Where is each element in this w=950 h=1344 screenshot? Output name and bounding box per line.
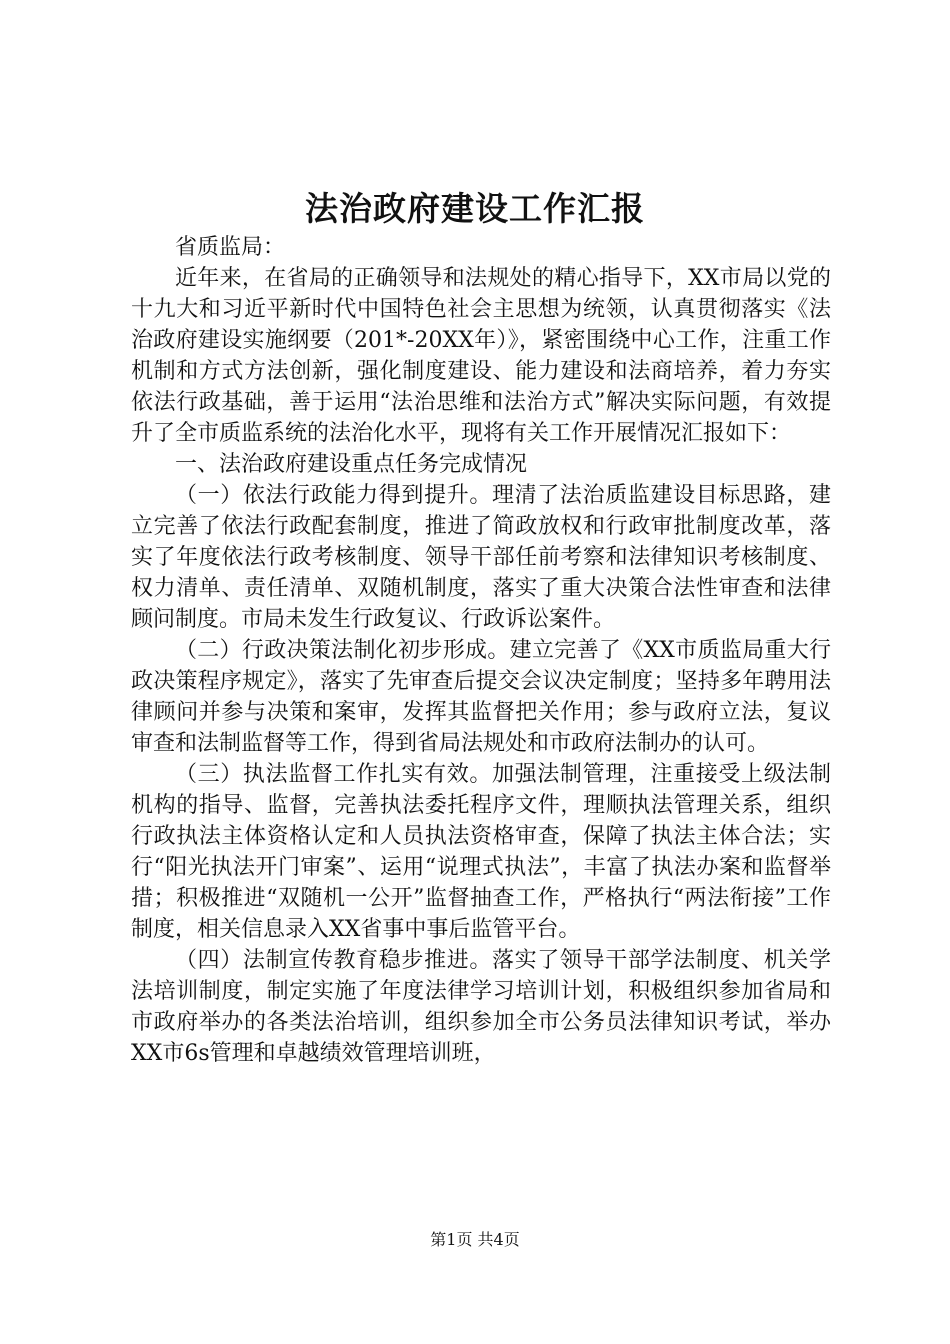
page-footer: 第1页 共4页 <box>430 1230 520 1249</box>
salutation: 省质监局： <box>175 235 286 260</box>
section-heading-1: 一、法治政府建设重点任务完成情况 <box>175 452 528 477</box>
document-body <box>131 232 831 1069</box>
paragraph-item-4: （四）法制宣传教育稳步推进。落实了领导干部学法制度、机关学法培训制度，制定实施了年度法律学习培训计划，积极组织参加省局和市政府举办的各类法治培训，组织参加全市公务员法律知识考试，举办XX市6s管理和卓越绩效管理培训班， <box>131 948 831 1066</box>
paragraph-intro: 近年来，在省局的正确领导和法规处的精心指导下，XX市局以党的十九大和习近平新时代中国特色社会主思想为统领，认真贯彻落实《法治政府建设实施纲要（201*-20XX年）》，紧密围绕中心工作，注重工作机制和方式方法创新，强化制度建设、能力建设和法商培养，着力夯实依法行政基础，善于运用“法治思维和法治方式”解决实际问题，有效提升了全市质监系统的法治化水平，现将有关工作开展情况汇报如下： <box>131 266 831 446</box>
paragraph-item-2: （二）行政决策法制化初步形成。建立完善了《XX市质监局重大行政决策程序规定》，落实了先审查后提交会议决定制度；坚持多年聘用法律顾问并参与决策和案审，发挥其监督把关作用；参与政府立法，复议审查和法制监督等工作，得到省局法规处和市政府法制办的认可。 <box>131 638 831 756</box>
paragraph-item-3: （三）执法监督工作扎实有效。加强法制管理，注重接受上级法制机构的指导、监督，完善执法委托程序文件，理顺执法管理关系，组织行政执法主体资格认定和人员执法资格审查，保障了执法主体合法；实行“阳光执法开门审案”、运用“说理式执法”，丰富了执法办案和监督举措；积极推进“双随机一公开”监督抽查工作，严格执行“两法衔接”工作制度，相关信息录入XX省事中事后监管平台。 <box>131 762 831 942</box>
document-title: 法治政府建设工作汇报 <box>305 189 645 228</box>
paragraph-item-1: （一）依法行政能力得到提升。理清了法治质监建设目标思路，建立完善了依法行政配套制度，推进了简政放权和行政审批制度改革，落实了年度依法行政考核制度、领导干部任前考察和法律知识考核制度、权力清单、责任清单、双随机制度，落实了重大决策合法性审查和法律顾问制度。市局未发生行政复议、行政诉讼案件。 <box>131 483 831 632</box>
